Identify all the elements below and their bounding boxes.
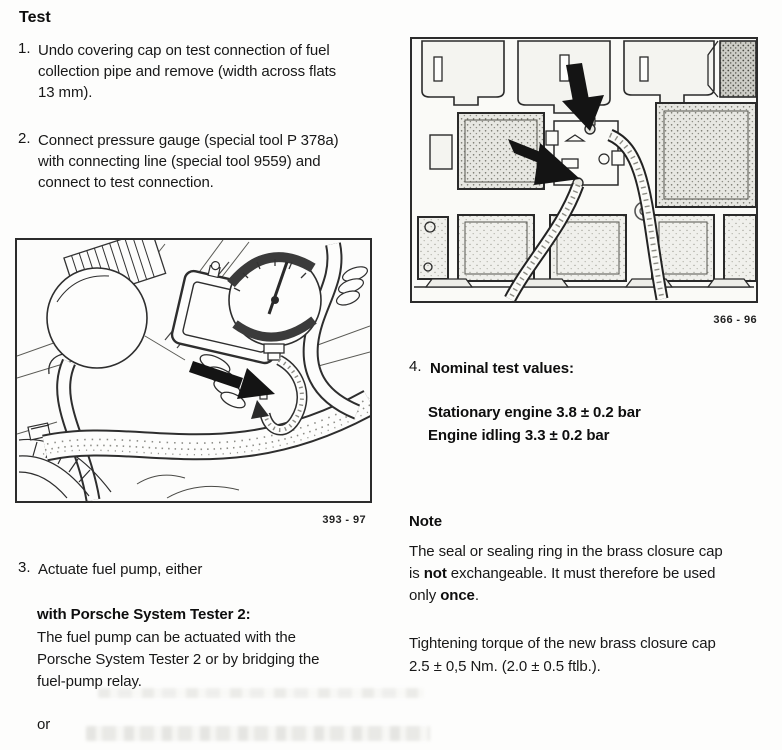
scan-artifact <box>86 726 430 741</box>
dark-block <box>720 41 756 97</box>
scan-artifact <box>98 688 424 698</box>
tester-heading: with Porsche System Tester 2: <box>37 606 251 623</box>
step2-number: 2. <box>18 130 31 147</box>
figure-test-connection-topview <box>410 37 758 303</box>
step3-number: 3. <box>18 559 31 576</box>
step3-text: Actuate fuel pump, either <box>38 561 203 578</box>
value-idling: Engine idling 3.3 ± 0.2 bar <box>428 427 610 444</box>
stippled-block-right <box>656 103 756 207</box>
figure2-caption: 366 - 96 <box>713 314 757 326</box>
page-title: Test <box>19 9 51 26</box>
engine-top-view-drawing <box>412 39 756 301</box>
step1-number: 1. <box>18 40 31 57</box>
figure-pressure-gauge-installation <box>15 238 372 503</box>
note-paragraph: The seal or sealing ring in the brass closure cap is not exchangeable. It must therefore be used only once. <box>409 543 723 604</box>
engine-blocks-bottom <box>418 215 756 281</box>
step4-number: 4. <box>409 358 422 375</box>
step4-heading: Nominal test values: <box>430 360 574 377</box>
engine-compartment-drawing <box>17 240 370 501</box>
bulb-housing <box>47 268 147 368</box>
pressure-gauge <box>229 254 321 346</box>
torque-paragraph: Tightening torque of the new brass closure cap 2.5 ± 0,5 Nm. (2.0 ± 0.5 ftlb.). <box>409 635 716 675</box>
value-stationary: Stationary engine 3.8 ± 0.2 bar <box>428 404 641 421</box>
step1-text: Undo covering cap on test connection of fuel collection pipe and remove (width across flats 13 mm). <box>38 42 337 101</box>
tester-paragraph: The fuel pump can be actuated with the Porsche System Tester 2 or by bridging the fuel-pump relay. <box>37 629 320 690</box>
or-text: or <box>37 716 51 733</box>
note-heading: Note <box>409 513 442 530</box>
step2-text: Connect pressure gauge (special tool P 378a) with connecting line (special tool 9559) and connect to test connection. <box>38 132 339 191</box>
nominal-values <box>428 401 641 447</box>
figure1-caption: 393 - 97 <box>322 514 366 526</box>
